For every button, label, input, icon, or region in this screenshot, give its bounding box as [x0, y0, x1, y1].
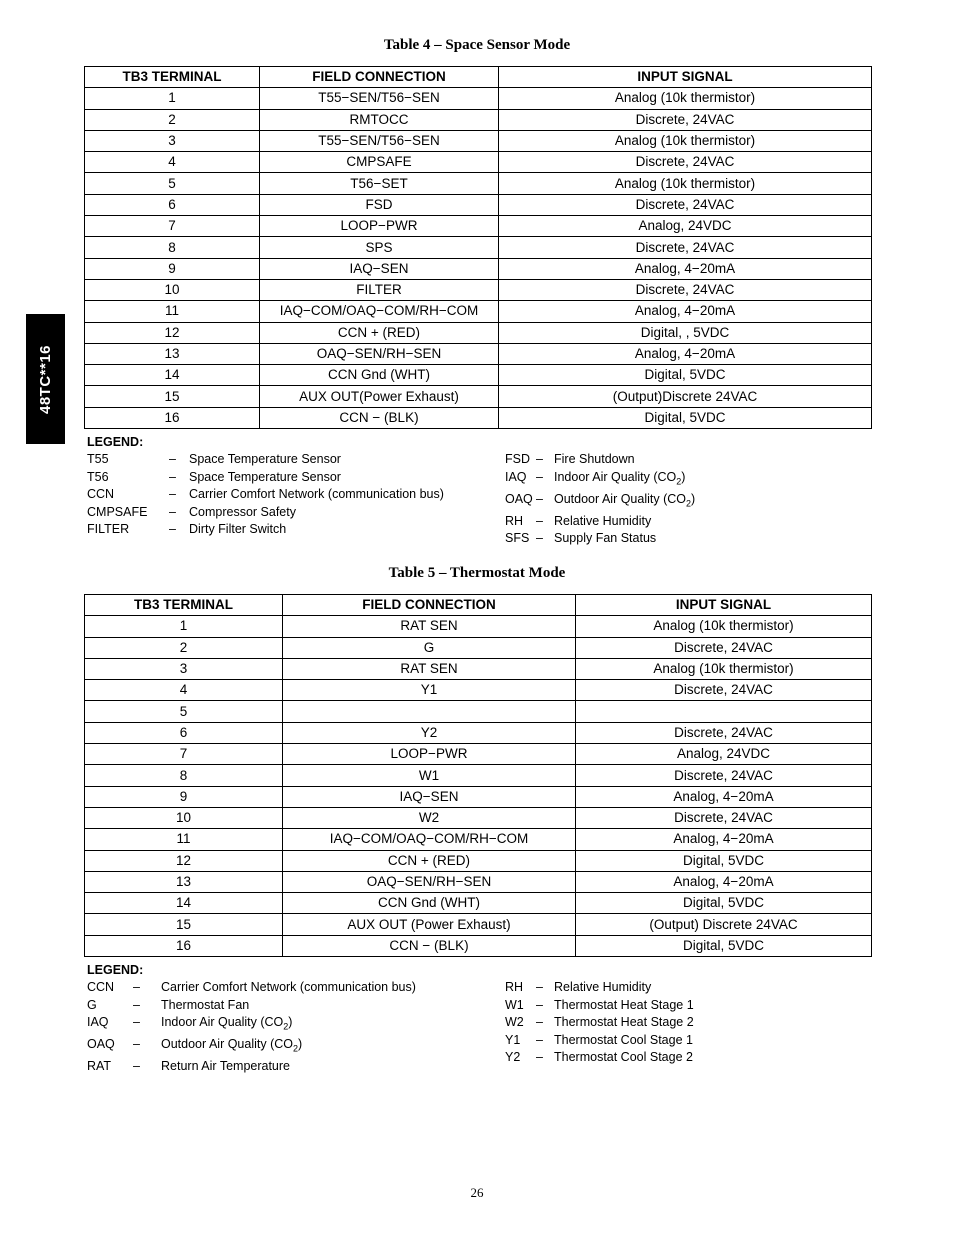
table4-legend: [87, 434, 867, 546]
table-cell: 7: [85, 216, 260, 237]
table-row: [85, 680, 872, 701]
legend-description: [554, 451, 635, 468]
table-cell: RMTOCC: [260, 109, 499, 130]
table-row: [85, 173, 872, 194]
legend-abbr: RH: [505, 513, 524, 528]
legend-abbr: Y1: [505, 1032, 521, 1047]
table-cell: 4: [85, 680, 283, 701]
table-cell: 13: [85, 871, 283, 892]
table-row: [85, 194, 872, 215]
column-header: INPUT SIGNAL: [576, 595, 872, 616]
legend-description-text: Space Temperature Sensor: [189, 469, 341, 484]
legend-description-text: Relative Humidity: [554, 513, 652, 528]
table-cell: IAQ−COM/OAQ−COM/RH−COM: [283, 829, 576, 850]
legend-item: [505, 1049, 694, 1066]
table-cell: Discrete, 24VAC: [499, 237, 872, 258]
legend-dash: –: [133, 1015, 140, 1030]
table-cell: Analog, 24VDC: [499, 216, 872, 237]
table-cell: Digital, , 5VDC: [499, 322, 872, 343]
table-cell: 2: [85, 637, 283, 658]
column-header: TB3 TERMINAL: [85, 595, 283, 616]
table-row: [85, 744, 872, 765]
legend-description: [554, 997, 694, 1014]
table-cell: 12: [85, 850, 283, 871]
legend-description: [554, 979, 651, 996]
table-cell: SPS: [260, 237, 499, 258]
legend-description-text: Compressor Safety: [189, 504, 296, 519]
legend-item: [87, 997, 416, 1014]
table-cell: Discrete, 24VAC: [576, 637, 872, 658]
legend-dash: –: [133, 997, 140, 1012]
table-row: [85, 279, 872, 300]
legend-item: [505, 1014, 694, 1031]
legend-item: [505, 530, 695, 547]
table-cell: IAQ−SEN: [260, 258, 499, 279]
table-cell: 1: [85, 616, 283, 637]
table-cell: CCN + (RED): [260, 322, 499, 343]
legend-dash: –: [169, 522, 176, 537]
table-cell: Discrete, 24VAC: [576, 722, 872, 743]
legend-abbr: T56: [87, 469, 109, 484]
table-cell: (Output) Discrete 24VAC: [576, 914, 872, 935]
legend-description-text: Indoor Air Quality (CO: [161, 1015, 284, 1030]
legend-abbr: IAQ: [87, 1015, 109, 1030]
table-row: [85, 152, 872, 173]
table-row: [85, 893, 872, 914]
legend-description-text: Thermostat Heat Stage 2: [554, 1015, 694, 1030]
legend-description: [554, 513, 651, 530]
table-cell: Discrete, 24VAC: [576, 807, 872, 828]
legend-heading: LEGEND:: [87, 435, 144, 449]
table-row: [85, 722, 872, 743]
table-row: [85, 616, 872, 637]
table-cell: Y2: [283, 722, 576, 743]
table-cell: CCN − (BLK): [260, 407, 499, 428]
table-cell: FSD: [260, 194, 499, 215]
legend-item: [505, 451, 695, 468]
table-row: [85, 407, 872, 428]
table-cell: 5: [85, 701, 283, 722]
table-cell: FILTER: [260, 279, 499, 300]
table-cell: Discrete, 24VAC: [499, 152, 872, 173]
table-cell: 4: [85, 152, 260, 173]
subscript: 2: [676, 476, 682, 487]
table-cell: Analog, 4−20mA: [576, 829, 872, 850]
legend-description: [554, 1049, 693, 1066]
table-cell: 12: [85, 322, 260, 343]
legend-description-tail: ): [681, 469, 686, 484]
legend-dash: –: [536, 1015, 543, 1030]
legend-abbr: OAQ: [505, 491, 533, 506]
legend-abbr: CCN: [87, 980, 115, 995]
table-row: [85, 365, 872, 386]
table-cell: RAT SEN: [283, 658, 576, 679]
legend-description: [554, 1032, 693, 1049]
table-cell: 9: [85, 258, 260, 279]
table-cell: Analog (10k thermistor): [576, 658, 872, 679]
table-cell: 11: [85, 829, 283, 850]
table-cell: Digital, 5VDC: [576, 893, 872, 914]
legend-description: [554, 469, 685, 491]
table-cell: AUX OUT (Power Exhaust): [283, 914, 576, 935]
table-cell: OAQ−SEN/RH−SEN: [260, 343, 499, 364]
table-cell: 16: [85, 935, 283, 956]
table-cell: Digital, 5VDC: [499, 365, 872, 386]
table-cell: Discrete, 24VAC: [576, 680, 872, 701]
legend-description: [161, 979, 416, 996]
table-row: [85, 786, 872, 807]
table-cell: Analog, 4−20mA: [499, 343, 872, 364]
table5-legend: [87, 962, 867, 1074]
table-row: [85, 386, 872, 407]
legend-dash: –: [536, 1050, 543, 1065]
table-cell: Digital, 5VDC: [576, 935, 872, 956]
legend-description-text: Return Air Temperature: [161, 1059, 290, 1074]
table-cell: Analog, 24VDC: [576, 744, 872, 765]
legend-dash: –: [536, 469, 543, 484]
legend-abbr: SFS: [505, 531, 530, 546]
legend-description-text: Thermostat Fan: [161, 997, 250, 1012]
table-row: [85, 871, 872, 892]
legend-abbr: W2: [505, 1015, 524, 1030]
column-header: FIELD CONNECTION: [260, 67, 499, 88]
table-row: [85, 237, 872, 258]
legend-dash: –: [169, 487, 176, 502]
table-cell: 3: [85, 658, 283, 679]
legend-item: [505, 997, 694, 1014]
legend-abbr: CCN: [87, 487, 115, 502]
subscript: 2: [686, 498, 692, 509]
legend-item: [505, 979, 694, 996]
table-cell: Analog, 4−20mA: [499, 301, 872, 322]
legend-description-text: Relative Humidity: [554, 980, 652, 995]
table-cell: CCN − (BLK): [283, 935, 576, 956]
legend-description: [554, 530, 656, 547]
legend-description-text: Carrier Comfort Network (communication bus): [161, 980, 416, 995]
legend-description: [161, 1014, 292, 1036]
table-row: [85, 935, 872, 956]
table-cell: IAQ−SEN: [283, 786, 576, 807]
legend-abbr: FSD: [505, 452, 530, 467]
table-cell: 14: [85, 893, 283, 914]
legend-dash: –: [169, 469, 176, 484]
legend-dash: –: [536, 491, 543, 506]
table-cell: Digital, 5VDC: [576, 850, 872, 871]
table-cell: [576, 701, 872, 722]
legend-abbr: RAT: [87, 1059, 112, 1074]
table-row: [85, 914, 872, 935]
legend-item: [87, 521, 444, 538]
table4: [84, 66, 872, 429]
table-row: [85, 807, 872, 828]
legend-item: [505, 1032, 694, 1049]
legend-dash: –: [536, 452, 543, 467]
table-cell: T56−SET: [260, 173, 499, 194]
table-cell: Discrete, 24VAC: [576, 765, 872, 786]
table-cell: Analog (10k thermistor): [499, 88, 872, 109]
table-cell: Analog (10k thermistor): [499, 173, 872, 194]
legend-description-text: Indoor Air Quality (CO: [554, 469, 677, 484]
legend-column-left: [87, 451, 444, 538]
table-cell: 3: [85, 130, 260, 151]
column-header: TB3 TERMINAL: [85, 67, 260, 88]
legend-description-text: Supply Fan Status: [554, 531, 657, 546]
table-row: [85, 301, 872, 322]
legend-description-tail: ): [298, 1037, 303, 1052]
table-cell: Discrete, 24VAC: [499, 279, 872, 300]
table-cell: CCN Gnd (WHT): [283, 893, 576, 914]
table-cell: 16: [85, 407, 260, 428]
legend-abbr: CMPSAFE: [87, 504, 148, 519]
table-cell: T55−SEN/T56−SEN: [260, 130, 499, 151]
legend-abbr: W1: [505, 997, 524, 1012]
table-cell: 9: [85, 786, 283, 807]
table-row: [85, 130, 872, 151]
legend-column-right: [505, 451, 695, 547]
table-cell: Y1: [283, 680, 576, 701]
legend-item: [87, 1014, 416, 1036]
legend-dash: –: [169, 504, 176, 519]
legend-dash: –: [133, 1059, 140, 1074]
table-cell: 15: [85, 914, 283, 935]
table-cell: [283, 701, 576, 722]
table-cell: 1: [85, 88, 260, 109]
table-cell: CCN + (RED): [283, 850, 576, 871]
table-cell: 11: [85, 301, 260, 322]
table-cell: T55−SEN/T56−SEN: [260, 88, 499, 109]
table4-title: Table 4 – Space Sensor Mode: [383, 37, 571, 53]
table-cell: Analog (10k thermistor): [499, 130, 872, 151]
table-cell: Analog, 4−20mA: [499, 258, 872, 279]
table-row: [85, 216, 872, 237]
legend-description-text: Thermostat Cool Stage 2: [554, 1050, 693, 1065]
table-cell: Analog (10k thermistor): [576, 616, 872, 637]
table-cell: 7: [85, 744, 283, 765]
table-row: [85, 850, 872, 871]
legend-abbr: RH: [505, 980, 524, 995]
legend-description-text: Thermostat Heat Stage 1: [554, 997, 694, 1012]
legend-item: [87, 504, 444, 521]
legend-dash: –: [536, 980, 543, 995]
side-tab: [26, 314, 65, 444]
table-cell: 5: [85, 173, 260, 194]
table-cell: 15: [85, 386, 260, 407]
legend-dash: –: [133, 1037, 140, 1052]
table-cell: W2: [283, 807, 576, 828]
legend-description-text: Dirty Filter Switch: [189, 522, 287, 537]
column-header: FIELD CONNECTION: [283, 595, 576, 616]
legend-heading: LEGEND:: [87, 963, 144, 977]
table-cell: LOOP−PWR: [283, 744, 576, 765]
legend-description: [161, 1058, 290, 1075]
table-cell: 14: [85, 365, 260, 386]
side-tab-label: 48TC**16: [37, 344, 55, 414]
table-cell: LOOP−PWR: [260, 216, 499, 237]
table-row: [85, 88, 872, 109]
table-cell: 10: [85, 279, 260, 300]
table-cell: CMPSAFE: [260, 152, 499, 173]
table-cell: 10: [85, 807, 283, 828]
table-cell: (Output)Discrete 24VAC: [499, 386, 872, 407]
legend-dash: –: [133, 980, 140, 995]
legend-abbr: OAQ: [87, 1037, 115, 1052]
table-cell: W1: [283, 765, 576, 786]
legend-description: [189, 521, 286, 538]
table-row: [85, 829, 872, 850]
legend-description: [554, 491, 695, 513]
legend-item: [505, 469, 695, 491]
legend-item: [87, 486, 444, 503]
legend-dash: –: [169, 452, 176, 467]
table-cell: 2: [85, 109, 260, 130]
table-cell: Digital, 5VDC: [499, 407, 872, 428]
table5: [84, 594, 872, 957]
legend-item: [505, 491, 695, 513]
legend-dash: –: [536, 997, 543, 1012]
legend-description: [189, 504, 296, 521]
legend-description-text: Carrier Comfort Network (communication bus): [189, 487, 444, 502]
legend-dash: –: [536, 1032, 543, 1047]
table-cell: AUX OUT(Power Exhaust): [260, 386, 499, 407]
table-row: [85, 701, 872, 722]
table-row: [85, 343, 872, 364]
legend-abbr: FILTER: [87, 522, 130, 537]
legend-column-right: [505, 979, 694, 1066]
legend-abbr: IAQ: [505, 469, 527, 484]
legend-description-text: Fire Shutdown: [554, 452, 635, 467]
table-cell: CCN Gnd (WHT): [260, 365, 499, 386]
table-cell: 13: [85, 343, 260, 364]
legend-item: [87, 469, 444, 486]
table-row: [85, 637, 872, 658]
legend-description-text: Space Temperature Sensor: [189, 452, 341, 467]
legend-description: [161, 997, 249, 1014]
table-cell: Discrete, 24VAC: [499, 109, 872, 130]
legend-item: [87, 1036, 416, 1058]
legend-description-text: Outdoor Air Quality (CO: [554, 491, 686, 506]
legend-item: [505, 513, 695, 530]
table5-header-row: [85, 595, 872, 616]
legend-abbr: T55: [87, 452, 109, 467]
legend-column-left: [87, 979, 416, 1075]
table-cell: 8: [85, 237, 260, 258]
page-number: 26: [470, 1185, 484, 1200]
legend-description-text: Thermostat Cool Stage 1: [554, 1032, 693, 1047]
legend-description: [161, 1036, 302, 1058]
table-cell: Analog, 4−20mA: [576, 871, 872, 892]
legend-description: [554, 1014, 694, 1031]
table-cell: RAT SEN: [283, 616, 576, 637]
table-cell: Analog, 4−20mA: [576, 786, 872, 807]
column-header: INPUT SIGNAL: [499, 67, 872, 88]
table4-header-row: [85, 67, 872, 88]
legend-dash: –: [536, 513, 543, 528]
legend-description-tail: ): [288, 1015, 293, 1030]
table-cell: 6: [85, 722, 283, 743]
table-row: [85, 658, 872, 679]
table-cell: 6: [85, 194, 260, 215]
table5-title: Table 5 – Thermostat Mode: [388, 565, 566, 581]
legend-item: [87, 451, 444, 468]
legend-description: [189, 451, 341, 468]
legend-item: [87, 979, 416, 996]
table-row: [85, 765, 872, 786]
table-row: [85, 258, 872, 279]
legend-dash: –: [536, 531, 543, 546]
legend-description-tail: ): [691, 491, 696, 506]
legend-item: [87, 1058, 416, 1075]
table-cell: G: [283, 637, 576, 658]
table-cell: IAQ−COM/OAQ−COM/RH−COM: [260, 301, 499, 322]
table-cell: OAQ−SEN/RH−SEN: [283, 871, 576, 892]
legend-description-text: Outdoor Air Quality (CO: [161, 1037, 293, 1052]
subscript: 2: [283, 1021, 289, 1032]
table-cell: 8: [85, 765, 283, 786]
legend-abbr: Y2: [505, 1050, 521, 1065]
table-cell: Discrete, 24VAC: [499, 194, 872, 215]
subscript: 2: [293, 1043, 299, 1054]
legend-description: [189, 486, 444, 503]
legend-description: [189, 469, 341, 486]
table-row: [85, 109, 872, 130]
table-row: [85, 322, 872, 343]
legend-abbr: G: [87, 997, 97, 1012]
